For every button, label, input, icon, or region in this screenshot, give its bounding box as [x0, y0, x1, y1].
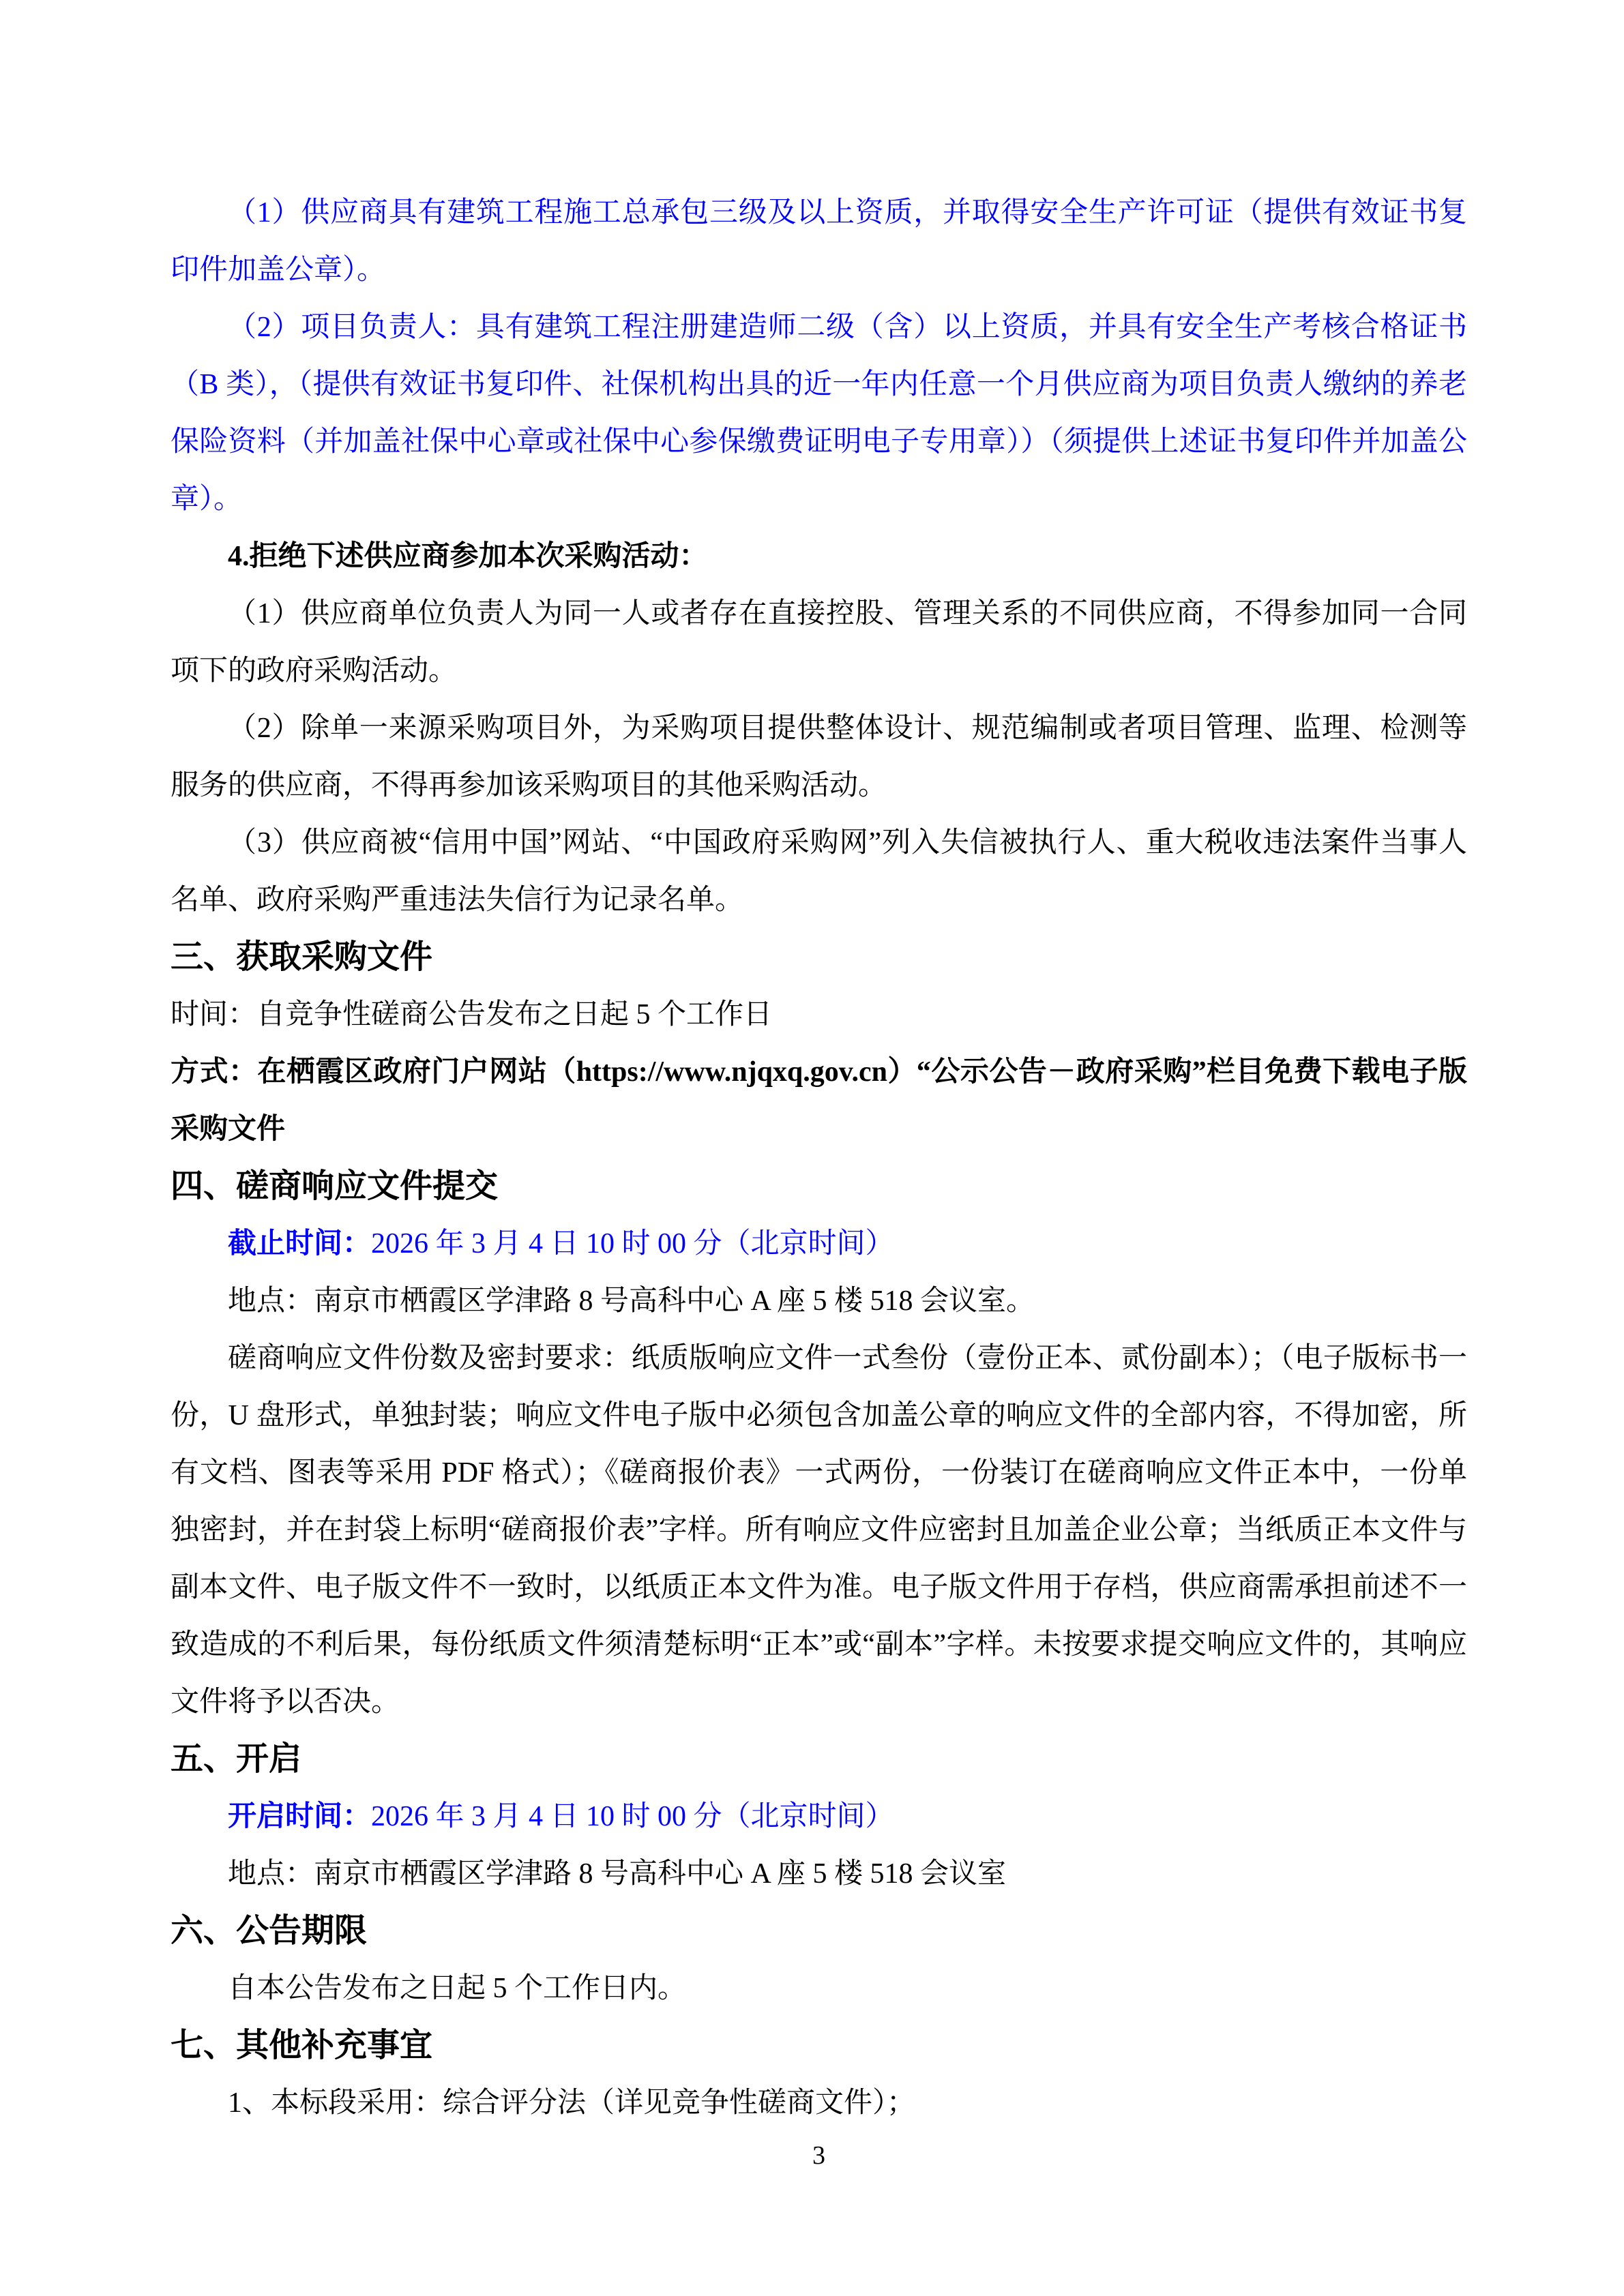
paragraph-submission-location: 地点：南京市栖霞区学津路 8 号高科中心 A 座 5 楼 518 会议室。 [228, 1285, 1035, 1317]
paragraph-evaluation-method: 1、本标段采用：综合评分法（详见竞争性磋商文件）； [228, 2087, 916, 2119]
paragraph-opening-location: 地点：南京市栖霞区学津路 8 号高科中心 A 座 5 楼 518 会议室 [228, 1858, 1007, 1890]
section-heading-opening: 五、开启 [171, 1741, 302, 1777]
paragraph-obtain-method: 方式：在栖霞区政府门户网站（https://www.njqxq.gov.cn）“公示公告－政府采购”栏目免费下载电子版采购文件 [171, 1056, 1467, 1145]
paragraph-opening-time [171, 1788, 1467, 1845]
section-heading-announcement-period: 六、公告期限 [171, 1913, 368, 1949]
paragraph-reject-item-1: （1）供应商单位负责人为同一人或者存在直接控股、管理关系的不同供应商，不得参加同一合同项下的政府采购活动。 [171, 598, 1467, 687]
section-heading-other-matters: 七、其他补充事宜 [171, 2027, 433, 2063]
page-number: 3 [812, 2141, 825, 2170]
opening-time-label: 开启时间： [228, 1801, 372, 1832]
paragraph-reject-suppliers-title: 4.拒绝下述供应商参加本次采购活动： [228, 541, 708, 572]
paragraph-project-leader-qualification: （2）项目负责人：具有建筑工程注册建造师二级（含）以上资质，并具有安全生产考核合格证书（B 类），（提供有效证书复印件、社保机构出具的近一年内任意一个月供应商为项目负责人缴纳的养老保险资料（并加盖社保中心章或社保中心参保缴费证明电子专用章））（须提供上述证书复印件并加盖公章）。 [171, 312, 1467, 515]
section-heading-response-submission: 四、磋商响应文件提交 [171, 1168, 499, 1204]
paragraph-reject-item-3: （3）供应商被“信用中国”网站、“中国政府采购网”列入失信被执行人、重大税收违法案件当事人名单、政府采购严重违法失信行为记录名单。 [171, 827, 1467, 916]
opening-time-value: 2026 年 3 月 4 日 10 时 00 分（北京时间） [371, 1801, 894, 1832]
paragraph-supplier-qualification-1: （1）供应商具有建筑工程施工总承包三级及以上资质，并取得安全生产许可证（提供有效证书复印件加盖公章）。 [171, 197, 1467, 286]
submission-deadline-value: 2026 年 3 月 4 日 10 时 00 分（北京时间） [371, 1228, 894, 1259]
paragraph-obtain-time: 时间：自竞争性磋商公告发布之日起 5 个工作日 [171, 999, 773, 1030]
submission-deadline-label: 截止时间： [228, 1228, 372, 1259]
section-heading-obtain-documents: 三、获取采购文件 [171, 939, 433, 975]
paragraph-sealing-requirements: 磋商响应文件份数及密封要求：纸质版响应文件一式叁份（壹份正本、贰份副本）；（电子版标书一份，U 盘形式，单独封装；响应文件电子版中必须包含加盖公章的响应文件的全部内容，不得加密，所有文档、图表等采用 PDF 格式）；《磋商报价表》一式两份，一份装订在磋商响应文件正本中，一份单独密封，并在封袋上标明“磋商报价表”字样。所有响应文件应密封且加盖企业公章；当纸质正本文件与副本文件、电子版文件不一致时，以纸质正本文件为准。电子版文件用于存档，供应商需承担前述不一致造成的不利后果，每份纸质文件须清楚标明“正本”或“副本”字样。未按要求提交响应文件的，其响应文件将予以否决。 [171, 1343, 1467, 1718]
paragraph-reject-item-2: （2）除单一来源采购项目外，为采购项目提供整体设计、规范编制或者项目管理、监理、检测等服务的供应商，不得再参加该采购项目的其他采购活动。 [171, 713, 1467, 801]
paragraph-announcement-period: 自本公告发布之日起 5 个工作日内。 [228, 1973, 687, 2004]
paragraph-submission-deadline [171, 1215, 1467, 1272]
